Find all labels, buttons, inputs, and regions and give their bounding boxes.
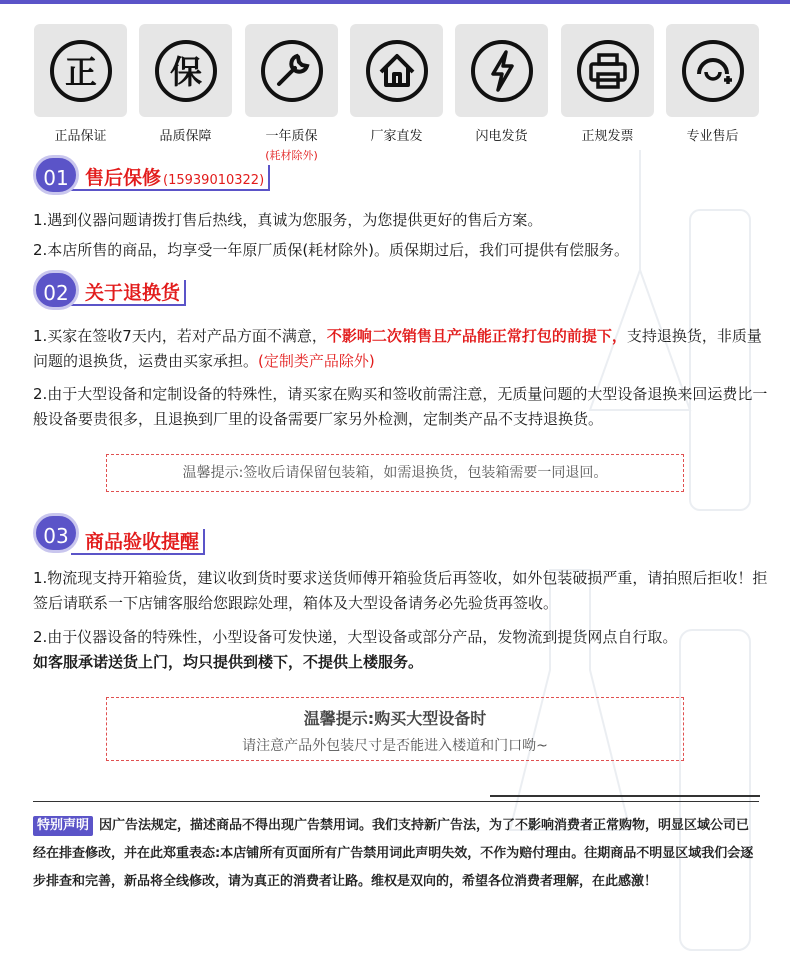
returns-paragraph-1: 1.买家在签收7天内，若对产品方面不满意，不影响二次销售且产品能正常打包的前提下，支持退换货，非质量问题的退换货，运费由买家承担。(定制类产品除外)	[33, 327, 762, 370]
feature-fast-ship	[455, 24, 548, 144]
feature-label: 闪电发货	[475, 129, 528, 144]
feature-warranty	[245, 24, 338, 163]
bao-icon	[153, 38, 219, 104]
svg-text:保: 保	[169, 52, 202, 91]
notice-divider-top	[490, 795, 760, 797]
feature-after-sales	[666, 24, 759, 144]
feature-sublabel: (耗材除外)	[265, 149, 318, 162]
icon-tile	[455, 24, 548, 117]
icon-tile	[350, 24, 443, 117]
section-number-badge: 01	[33, 155, 79, 195]
wrench-icon	[259, 38, 325, 104]
section-title: 售后保修 (15939010322)	[71, 165, 270, 191]
inspection-paragraph-1: 1.物流现支持开箱验货，建议收到货时要求送货师傅开箱验货后再签收，如外包装破损严重，请拍照后拒收！拒签后请联系一下店铺客服给您跟踪处理，箱体及大型设备请务必先验货再签收。	[33, 569, 768, 612]
after-sales-line-2: 2.本店所售的商品，均享受一年原厂质保(耗材除外)。质保期过后，我们可提供有偿服务。	[33, 241, 630, 259]
printer-icon	[575, 38, 641, 104]
feature-label: 正品保证	[54, 129, 107, 144]
notice-tag: 特别声明	[33, 816, 93, 836]
house-icon	[364, 38, 430, 104]
icon-tile	[245, 24, 338, 117]
tip-title: 温馨提示:购买大型设备时	[303, 709, 487, 728]
hotline-phone: (15939010322)	[163, 173, 265, 188]
icon-tile	[139, 24, 232, 117]
returns-tip-box: 温馨提示:签收后请保留包装箱，如需退换货，包装箱需要一同退回。	[106, 454, 684, 492]
feature-label: 品质保障	[159, 129, 212, 144]
section-number-badge: 03	[33, 513, 79, 553]
headset-icon	[680, 38, 746, 104]
feature-label: 厂家直发	[370, 129, 423, 144]
top-accent-bar	[0, 0, 790, 4]
feature-label: 正规发票	[581, 129, 634, 144]
icon-tile	[666, 24, 759, 117]
service-icon-row	[34, 24, 764, 162]
section-header-after-sales	[33, 155, 293, 195]
inspection-tip-box	[106, 697, 684, 761]
lightning-icon	[469, 38, 535, 104]
after-sales-line-1: 1.遇到仪器问题请拨打售后热线，真诚为您服务，为您提供更好的售后方案。	[33, 211, 543, 229]
feature-label: 专业售后	[686, 129, 739, 144]
zheng-icon	[48, 38, 114, 104]
section-number-badge: 02	[33, 270, 79, 310]
icon-tile	[561, 24, 654, 117]
feature-genuine	[34, 24, 127, 144]
feature-quality	[139, 24, 232, 144]
section-title: 关于退换货	[71, 280, 186, 306]
feature-factory	[350, 24, 443, 144]
section-header-inspection	[33, 513, 223, 553]
special-notice	[33, 812, 759, 896]
section-title: 商品验收提醒	[71, 529, 205, 555]
tip-text: 请注意产品外包装尺寸是否能进入楼道和门口呦~	[242, 738, 548, 754]
section-header-returns	[33, 270, 203, 310]
svg-text:正: 正	[64, 52, 97, 91]
notice-divider	[33, 801, 759, 802]
inspection-paragraph-2: 2.由于仪器设备的特殊性，小型设备可发快递，大型设备或部分产品，发物流到提货网点自行取。 如客服承诺送货上门，均只提供到楼下，不提供上楼服务。	[33, 628, 678, 671]
feature-invoice	[561, 24, 654, 144]
feature-label: 一年质保	[265, 129, 318, 144]
returns-paragraph-2: 2.由于大型设备和定制设备的特殊性，请买家在购买和签收前需注意，无质量问题的大型设备退换来回运费比一般设备要贵很多，且退换到厂里的设备需要厂家另外检测，定制类产品不支持退换货。	[33, 385, 768, 428]
notice-text: 因广告法规定，描述商品不得出现广告禁用词。我们支持新广告法，为了不影响消费者正常购物，明显区域公司已经在排查修改，并在此郑重表态:本店铺所有页面所有广告禁用词此声明失效，不作为赔付理由。往期商品不明显区域我们会逐步排查和完善，新品将全线修改，请为真正的消费者让路。维权是双向的，希望各位消费者理解，在此感激！	[33, 818, 754, 889]
icon-tile	[34, 24, 127, 117]
